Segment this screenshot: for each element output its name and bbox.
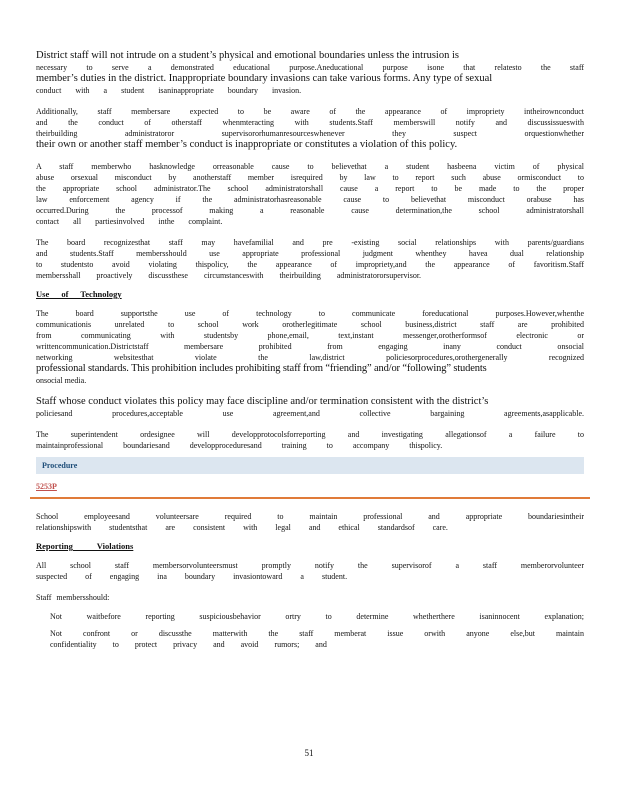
text-line: All school staff membersorvolunteersmust promptly notify the supervisorof a staff memberorvolunteer xyxy=(36,561,584,570)
text-line: School employeesand volunteersare required to maintain professional and appropriate boundariesintheir xyxy=(36,512,584,521)
text-line: networking websitesthat violate the law,district policiesorprocedures,orothergenerally recognized xyxy=(36,353,584,362)
list-item xyxy=(36,611,584,622)
list-item-text: Not waitbefore reporting suspiciousbehavior ortry to determine whetherthere isaninnocent explanation; xyxy=(50,612,584,621)
paragraph-impropriety xyxy=(36,106,584,151)
document-page xyxy=(36,50,584,656)
text-line: necessary to serve a demonstrated educational purpose.Aneducational purpose isone that relatesto the staff xyxy=(36,63,584,72)
text-line: and the conduct of otherstaff whenmteracting with students.Staff memberswill notify and discussissueswith xyxy=(36,118,584,127)
section-heading-use-of-technology: Use of Technology xyxy=(36,289,122,299)
text-line: and students.Staff membersshould use appropriate professional judgment whenthey havea dual relationship xyxy=(36,249,584,258)
section-heading-reporting-violations: Reporting Violations xyxy=(36,541,134,551)
text-line: relationshipswith studentsthat are consistent with legal and ethical standardsof care. xyxy=(36,523,448,532)
text-line: District staff will not intrude on a student’s physical and emotional boundaries unless the intrusion is xyxy=(36,50,459,61)
text-line: A staff memberwho hasknowledge orreasonable cause to believethat a student hasbeena victim of physical xyxy=(36,162,584,171)
text-line: from communicating with studentsby phone,email, text,instant messenger,orotherformsof electronic or xyxy=(36,331,584,340)
paragraph-dual-relationships xyxy=(36,237,584,281)
procedure-label: Procedure xyxy=(42,461,78,470)
bullet-glyph xyxy=(36,628,50,650)
text-line: The board recognizesthat staff may havefamilial and pre -existing social relationships with parents/guardians xyxy=(36,238,584,247)
text-line: policiesand procedures,acceptable use agreement,and collective bargaining agreements,asapplicable. xyxy=(36,409,584,418)
text-line: to studentsto avoid violating thispolicy, the appearance of impropriety,and the appearance of favoritism.Staff xyxy=(36,260,584,269)
list-item xyxy=(36,628,584,650)
text-line: professional standards. This prohibition includes prohibiting staff from “friending” and/or “following” students xyxy=(36,363,487,374)
text-line: the appropriate school administrator.The school administratorshall cause a report to be made to the proper xyxy=(36,184,584,193)
paragraph-discipline xyxy=(36,396,584,419)
text-line: The superintendent ordesignee will developprotocolsforreporting and investigating allegationsof a failure to xyxy=(36,430,584,439)
text-line: communicationis unrelated to school work orotherlegitimate school business,district staff are prohibited xyxy=(36,320,584,329)
procedure-code: 5253P xyxy=(36,482,57,491)
text-line: theirbuilding administratoror supervisororhumanresourceswhenever they suspect orquestionwhether xyxy=(36,129,584,138)
text-line: contact all partiesinvolved inthe complaint. xyxy=(36,217,223,226)
paragraph-technology xyxy=(36,308,584,386)
text-line: their own or another staff member’s conduct is inappropriate or constitutes a violation of this policy. xyxy=(36,139,458,150)
text-line: writtencommunication.Districtstaff membersare prohibited from engaging inany conduct onsocial xyxy=(36,342,584,351)
text-line: law enforcement agency if the administratorhasreasonable cause to believethat misconduct orabuse has xyxy=(36,195,584,204)
procedure-banner xyxy=(36,457,584,474)
text-line: confidentiality to protect privacy and avoid rumors; and xyxy=(50,640,327,649)
text-line: membersshall proactively discussthese circumstanceswith theirbuilding administratororsupervisor. xyxy=(36,271,422,280)
text-line: suspected of engaging ina boundary invasiontoward a student. xyxy=(36,572,348,581)
text-line: member’s duties in the district. Inappropriate boundary invasions can take various forms. Any type of sexual xyxy=(36,73,493,84)
text-line: occurred.During the processof making a reasonable cause determination,the school administratorshall xyxy=(36,206,584,215)
text-line: conduct with a student isaninappropriate boundary invasion. xyxy=(36,86,302,95)
text-line: Additionally, staff membersare expected to be aware of the appearance of impropriety intheirownconduct xyxy=(36,107,584,116)
paragraph-superintendent xyxy=(36,429,584,451)
list-item-text xyxy=(50,628,584,650)
text-line: Staff whose conduct violates this policy may face discipline and/or termination consistent with the district’s xyxy=(36,396,489,407)
divider-rule xyxy=(30,497,590,499)
bullet-glyph xyxy=(36,611,50,622)
text-line: Not confront or discussthe matterwith the staff memberat issue orwith anyone else,but maintain xyxy=(50,629,584,638)
paragraph-boundaries xyxy=(36,50,584,96)
text-line: The board supportsthe use of technology to communicate foreducational purposes.However,whenthe xyxy=(36,309,584,318)
text-line: abuse orsexual misconduct by anotherstaff member isrequired by law to report such abuse ormisconduct to xyxy=(36,173,584,182)
paragraph-notify-supervisor xyxy=(36,560,584,582)
paragraph-boundaries-required xyxy=(36,511,584,533)
page-number: 51 xyxy=(304,748,314,758)
text-line: onsocial media. xyxy=(36,376,87,385)
staff-should-label: Staff membersshould: xyxy=(36,593,110,602)
text-line: maintainprofessional boundariesand developproceduresand training to accompany thispolicy. xyxy=(36,441,443,450)
paragraph-reporting-law xyxy=(36,161,584,227)
